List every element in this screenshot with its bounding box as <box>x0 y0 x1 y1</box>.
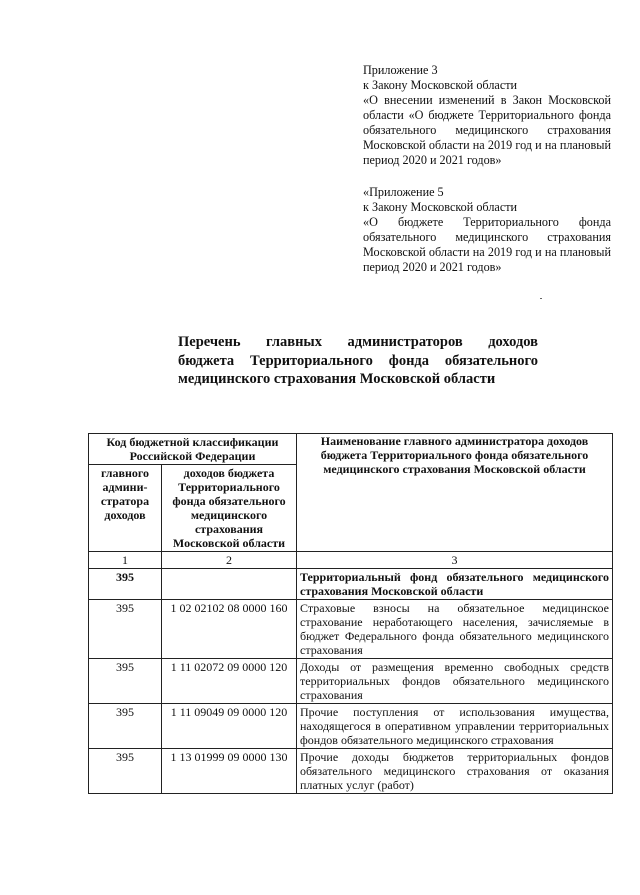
row-income-code <box>162 569 297 600</box>
header-main-administrator: главного админи-стратора доходов <box>89 465 162 552</box>
row-name: Прочие поступления от использования имущества, находящегося в оперативном управлении территориальных фондов обязательного медицинского страхования <box>297 704 613 749</box>
administrators-table <box>88 433 613 794</box>
column-number-1: 1 <box>89 552 162 569</box>
annex-current-title: «О внесении изменений в Закон Московской области «О бюджете Территориального фонда обязательного медицинского страхования Московской области на 2019 год и на плановый период 2020 и 2021 годов» <box>363 93 611 167</box>
row-admin-code: 395 <box>89 600 162 659</box>
header-administrator-name: Наименование главного администратора доходов бюджета Территориального фонда обязательного медицинского страхования Московской области <box>297 434 613 552</box>
header-classification-code: Код бюджетной классификации Российской Федерации <box>89 434 297 465</box>
annex-new-number: «Приложение 5 <box>363 185 444 199</box>
annex-current-block <box>363 63 611 275</box>
row-admin-code: 395 <box>89 659 162 704</box>
row-income-code: 1 11 02072 09 0000 120 <box>162 659 297 704</box>
row-name: Прочие доходы бюджетов территориальных фондов обязательного медицинского страхования от оказания платных услуг (работ) <box>297 749 613 794</box>
row-name: Доходы от размещения временно свободных средств территориальных фондов обязательного медицинского страхования <box>297 659 613 704</box>
annex-new-law: к Закону Московской области <box>363 200 518 214</box>
column-numbers-row <box>89 552 613 569</box>
table-row <box>89 569 613 600</box>
annex-current-law: к Закону Московской области <box>363 78 518 92</box>
row-admin-code: 395 <box>89 749 162 794</box>
table-row <box>89 704 613 749</box>
title-line-1: Перечень главных администраторов доходов <box>178 334 538 350</box>
column-number-2: 2 <box>162 552 297 569</box>
table-row <box>89 659 613 704</box>
row-income-code: 1 13 01999 09 0000 130 <box>162 749 297 794</box>
table-row <box>89 749 613 794</box>
annex-current-number: Приложение 3 <box>363 63 438 77</box>
title-line-2: бюджета Территориального фонда обязательного <box>178 352 538 369</box>
column-number-3: 3 <box>297 552 613 569</box>
row-income-code: 1 02 02102 08 0000 160 <box>162 600 297 659</box>
row-name: Территориальный фонд обязательного медицинского страхования Московской области <box>297 569 613 600</box>
title-line-3: медицинского страхования Московской области <box>178 371 496 387</box>
table-body <box>89 552 613 794</box>
header-income-code: доходов бюджета Территориального фонда обязательного медицинского страхования Московской области <box>162 465 297 552</box>
row-income-code: 1 11 09049 09 0000 120 <box>162 704 297 749</box>
row-name: Страховые взносы на обязательное медицинское страхование неработающего населения, зачисляемые в бюджет Федерального фонда обязательного медицинского страхования <box>297 600 613 659</box>
stray-mark <box>540 298 542 299</box>
page-title <box>178 333 538 389</box>
row-admin-code: 395 <box>89 569 162 600</box>
table-row <box>89 600 613 659</box>
row-admin-code: 395 <box>89 704 162 749</box>
annex-new-title: «О бюджете Территориального фонда обязательного медицинского страхования Московской области на 2019 год и на плановый период 2020 и 2021 годов» <box>363 215 611 274</box>
